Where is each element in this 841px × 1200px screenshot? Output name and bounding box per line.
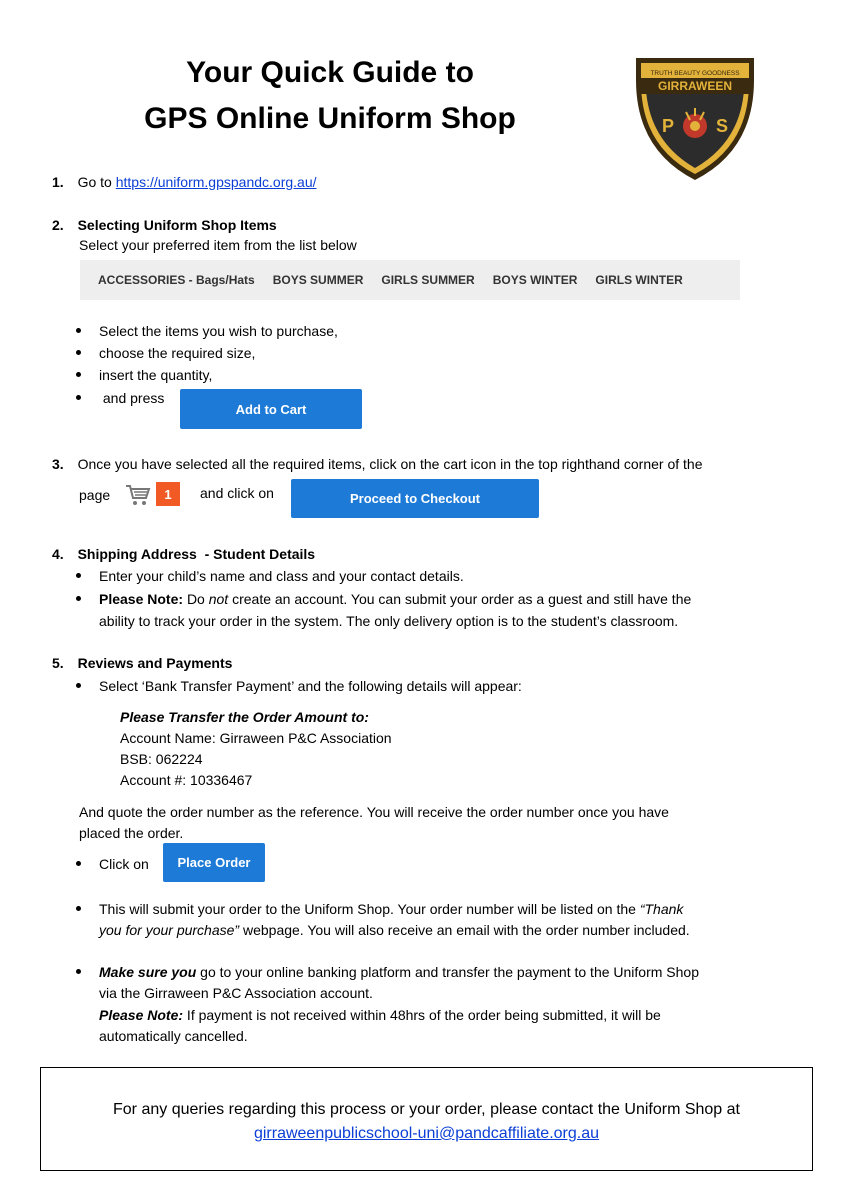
- list-item: Select the items you wish to purchase,: [99, 323, 338, 339]
- final-note-label: Please Note:: [99, 1007, 184, 1023]
- step3-page-label: page: [79, 487, 111, 503]
- step3-click-on: and click on: [200, 485, 274, 501]
- page-title-line-2: GPS Online Uniform Shop: [144, 102, 516, 135]
- list-item: insert the quantity,: [99, 367, 213, 383]
- step4-heading: Shipping Address - Student Details: [77, 546, 316, 562]
- bullet-icon: [76, 969, 81, 974]
- list-item: choose the required size,: [99, 345, 256, 361]
- bullet-icon: [76, 372, 81, 377]
- list-item: Enter your child’s name and class and your contact details.: [99, 568, 464, 584]
- svg-text:TRUTH BEAUTY GOODNESS: TRUTH BEAUTY GOODNESS: [650, 70, 740, 77]
- category-nav-bar: [80, 260, 740, 300]
- svg-text:P: P: [661, 116, 675, 136]
- quote-text-line-2: placed the order.: [79, 825, 184, 841]
- step5-heading: Reviews and Payments: [77, 655, 233, 671]
- bullet-icon: [76, 395, 81, 400]
- bullet-icon: [76, 596, 81, 601]
- school-crest-logo: [628, 50, 762, 184]
- nav-item-boys-winter[interactable]: BOYS WINTER: [492, 273, 578, 287]
- step-number: 1.: [52, 174, 64, 190]
- submit-text: This will submit your order to the Uniform Shop. Your order number will be listed on the: [99, 901, 636, 917]
- nav-item-accessories[interactable]: ACCESSORIES - Bags/Hats: [98, 273, 255, 287]
- cart-icon[interactable]: [124, 483, 152, 507]
- make-sure-label: Make sure you: [99, 964, 197, 980]
- quote-text-line-1: And quote the order number as the reference. You will receive the order number once you have: [79, 804, 669, 820]
- transfer-heading: Please Transfer the Order Amount to:: [120, 709, 369, 725]
- account-name: Account Name: Girraween P&C Association: [120, 730, 392, 746]
- bullet-icon: [76, 573, 81, 578]
- step2-heading: Selecting Uniform Shop Items: [77, 217, 277, 233]
- contact-email-link[interactable]: girraweenpublicschool-uni@pandcaffiliate.org.au: [253, 1125, 600, 1142]
- add-to-cart-button[interactable]: Add to Cart: [180, 389, 362, 429]
- svg-text:S: S: [715, 116, 729, 136]
- bullet-icon: [76, 350, 81, 355]
- nav-item-girls-summer[interactable]: GIRLS SUMMER: [381, 273, 475, 287]
- step-number: 5.: [52, 655, 64, 671]
- final-note-line-2: automatically cancelled.: [99, 1028, 248, 1044]
- contact-box: [40, 1067, 813, 1171]
- bullet-icon: [76, 683, 81, 688]
- note-label: Please Note:: [99, 591, 184, 607]
- contact-text: For any queries regarding this process or your order, please contact the Uniform Shop at: [113, 1101, 740, 1118]
- step-number: 4.: [52, 546, 64, 562]
- step-number: 2.: [52, 217, 64, 233]
- bsb-number: BSB: 062224: [120, 751, 203, 767]
- svg-text:GIRRAWEEN: GIRRAWEEN: [657, 79, 733, 93]
- bullet-icon: [76, 861, 81, 866]
- account-number: Account #: 10336467: [120, 772, 253, 788]
- cart-count-badge: 1: [156, 482, 180, 506]
- list-item: and press: [99, 390, 165, 406]
- bullet-icon: [76, 328, 81, 333]
- uniform-shop-link[interactable]: https://uniform.gpspandc.org.au/: [115, 174, 317, 190]
- list-item: Select ‘Bank Transfer Payment’ and the following details will appear:: [99, 678, 522, 694]
- make-sure-line-2: via the Girraween P&C Association account.: [99, 985, 373, 1001]
- step1-text: Go to: [77, 174, 112, 190]
- click-on-label: Click on: [99, 856, 149, 872]
- step-number: 3.: [52, 456, 64, 472]
- page-title-line-1: Your Quick Guide to: [186, 56, 474, 89]
- bullet-icon: [76, 906, 81, 911]
- step2-subtext: Select your preferred item from the list below: [79, 237, 357, 253]
- note-continuation: ability to track your order in the system. The only delivery option is to the student’s classroom.: [99, 613, 679, 629]
- step3-text: Once you have selected all the required items, click on the cart icon in the top righthand corner of the: [77, 456, 703, 472]
- place-order-button[interactable]: Place Order: [163, 843, 265, 882]
- proceed-to-checkout-button[interactable]: Proceed to Checkout: [291, 479, 539, 518]
- nav-item-girls-winter[interactable]: GIRLS WINTER: [595, 273, 683, 287]
- nav-item-boys-summer[interactable]: BOYS SUMMER: [272, 273, 364, 287]
